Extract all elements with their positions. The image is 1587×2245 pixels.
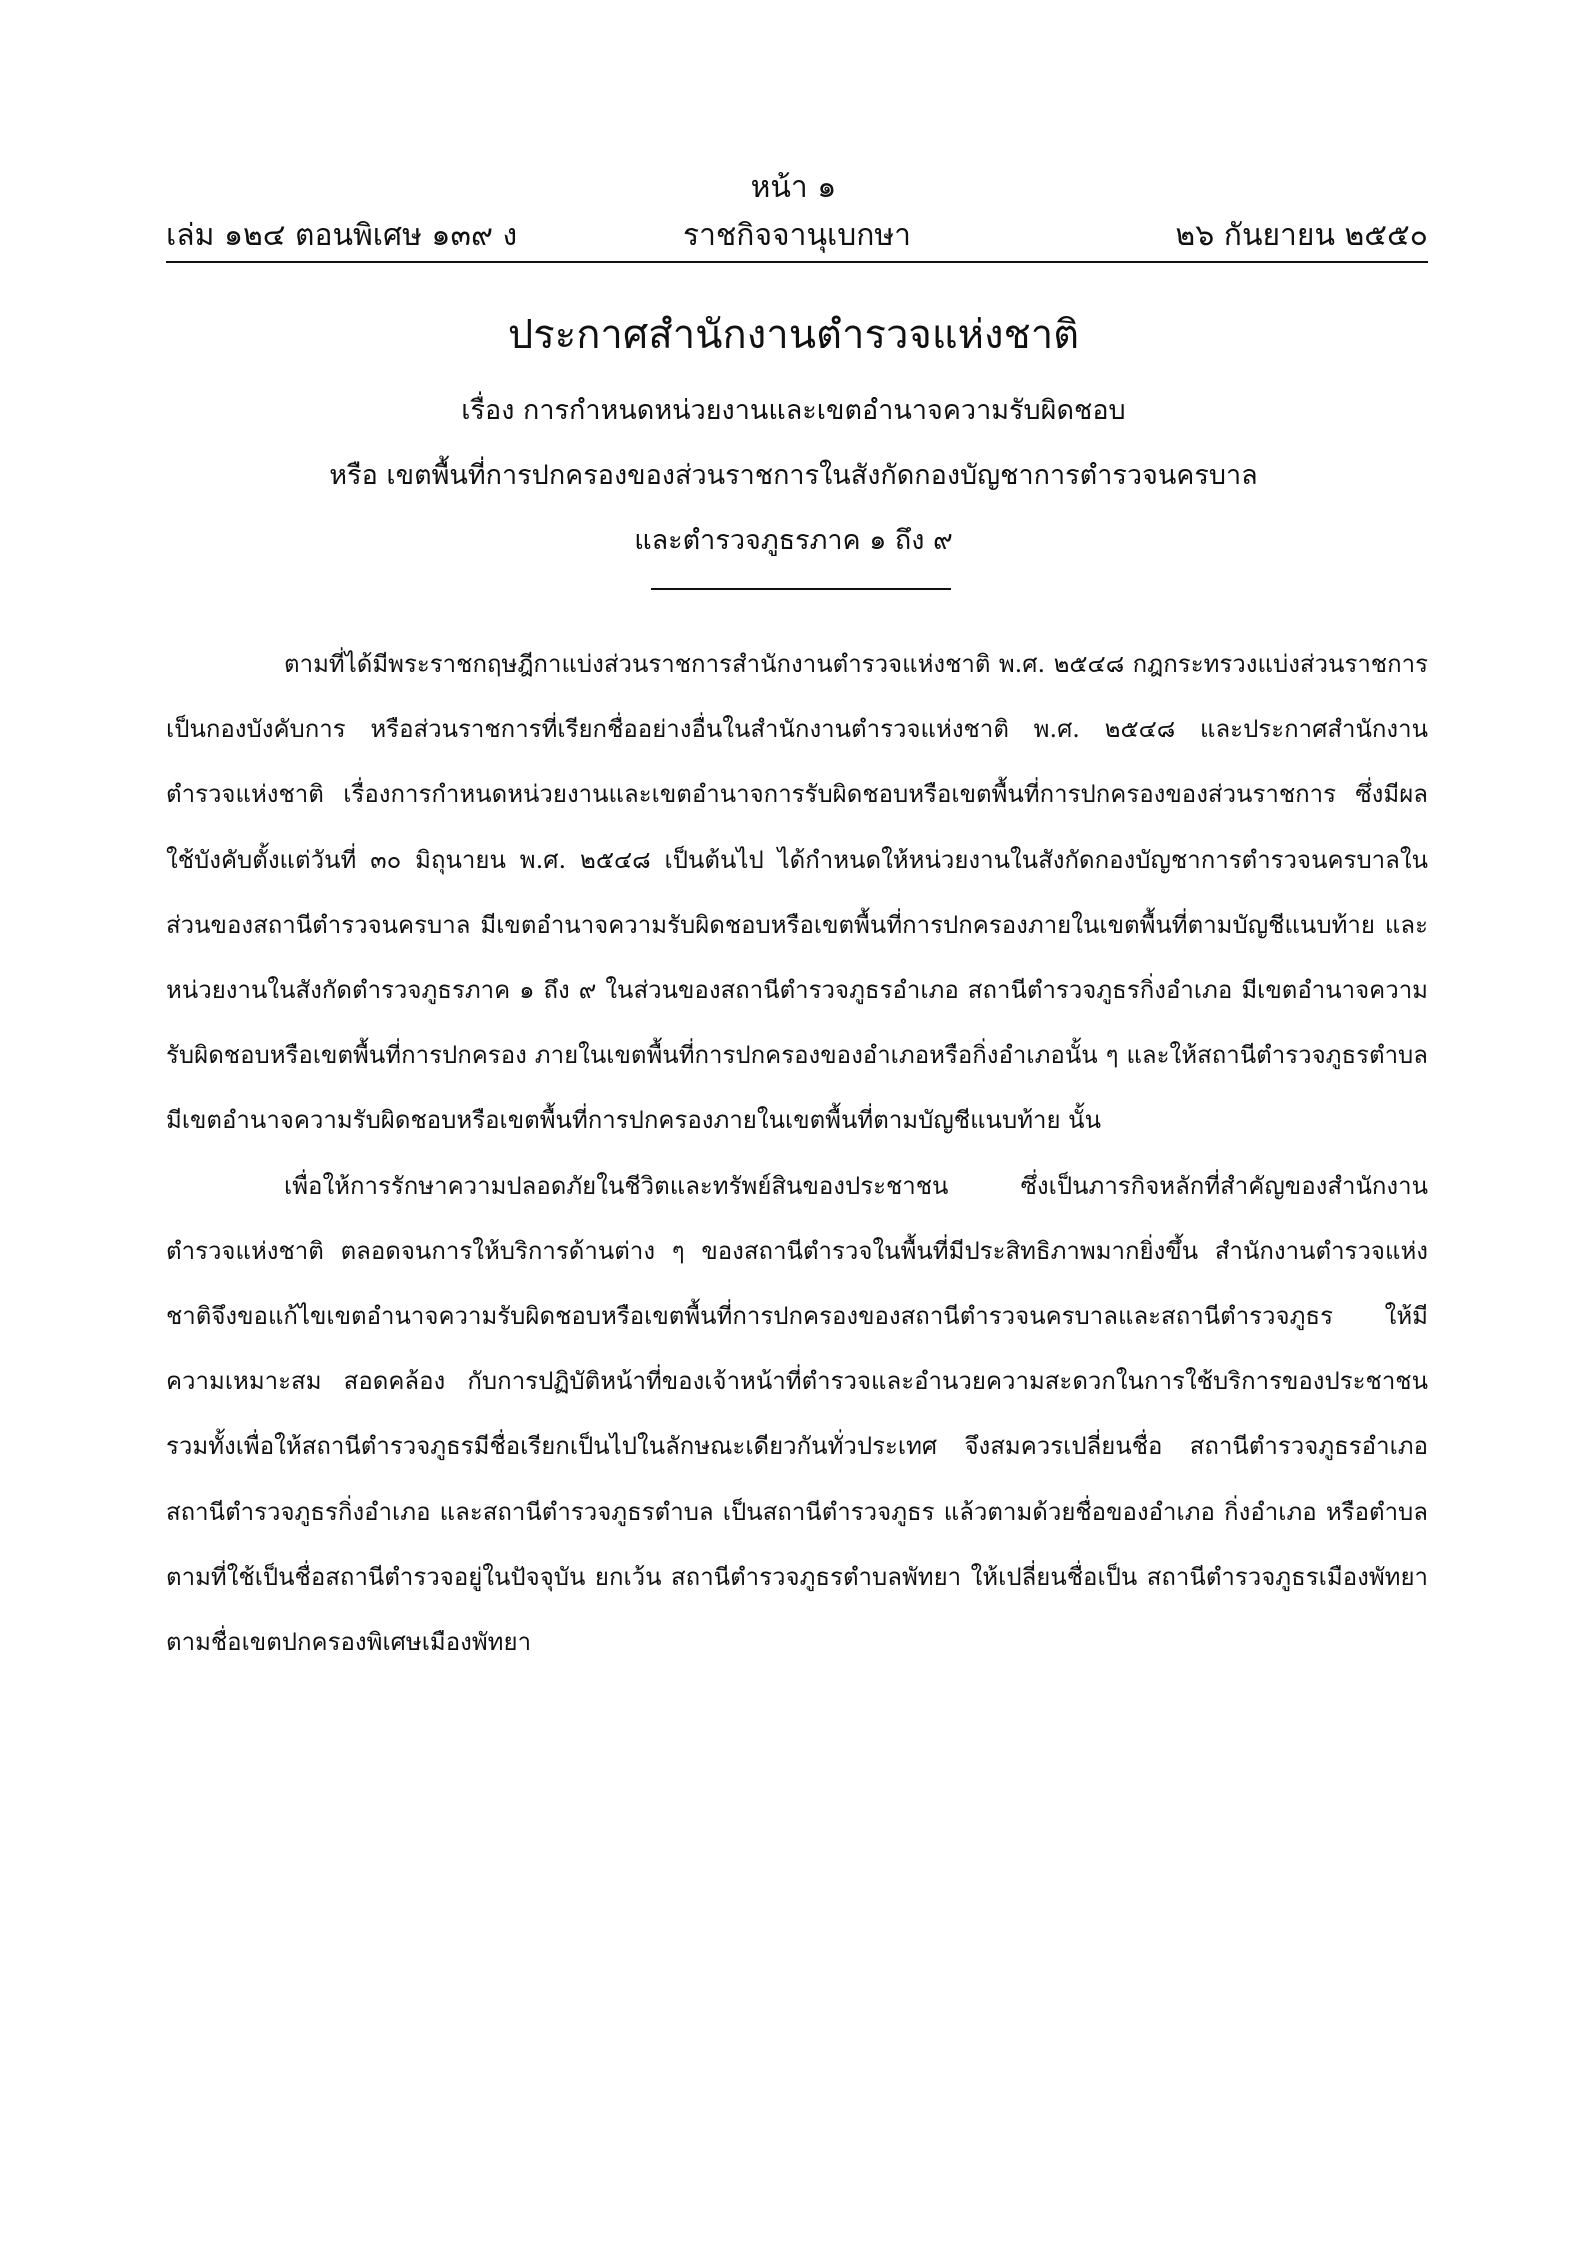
- subject-block: [0, 378, 1587, 573]
- body-paragraph: ตามที่ได้มีพระราชกฤษฎีกาแบ่งส่วนราชการสำนักงานตำรวจแห่งชาติ พ.ศ. ๒๕๔๘ กฎกระทรวงแบ่งส่วนราชการเป็นกองบังคับการ หรือส่วนราชการที่เรียกชื่ออย่างอื่นในสำนักงานตำรวจแห่งชาติ พ.ศ. ๒๕๔๘ และประกาศสำนักงานตำรวจแห่งชาติ เรื่องการกำหนดหน่วยงานและเขตอำนาจการรับผิดชอบหรือเขตพื้นที่การปกครองของส่วนราชการ ซึ่งมีผลใช้บังคับตั้งแต่วันที่ ๓๐ มิถุนายน พ.ศ. ๒๕๔๘ เป็นต้นไป ได้กำหนดให้หน่วยงานในสังกัดกองบัญชาการตำรวจนครบาลในส่วนของสถานีตำรวจนครบาล มีเขตอำนาจความรับผิดชอบหรือเขตพื้นที่การปกครองภายในเขตพื้นที่ตามบัญชีแนบท้าย และหน่วยงานในสังกัดตำรวจภูธรภาค ๑ ถึง ๙ ในส่วนของสถานีตำรวจภูธรอำเภอ สถานีตำรวจภูธรกิ่งอำเภอ มีเขตอำนาจความรับผิดชอบหรือเขตพื้นที่การปกครอง ภายในเขตพื้นที่การปกครองของอำเภอหรือกิ่งอำเภอนั้น ๆ และให้สถานีตำรวจภูธรตำบล มีเขตอำนาจความรับผิดชอบหรือเขตพื้นที่การปกครองภายในเขตพื้นที่ตามบัญชีแนบท้าย นั้น: [166, 650, 1428, 1135]
- body-paragraph: เพื่อให้การรักษาความปลอดภัยในชีวิตและทรัพย์สินของประชาชน ซึ่งเป็นภารกิจหลักที่สำคัญของสำนักงานตำรวจแห่งชาติ ตลอดจนการให้บริการด้านต่าง ๆ ของสถานีตำรวจในพื้นที่มีประสิทธิภาพมากยิ่งขึ้น สำนักงานตำรวจแห่งชาติจึงขอแก้ไขเขตอำนาจความรับผิดชอบหรือเขตพื้นที่การปกครองของสถานีตำรวจนครบาลและสถานีตำรวจภูธร ให้มีความเหมาะสม สอดคล้อง กับการปฏิบัติหน้าที่ของเจ้าหน้าที่ตำรวจและอำนวยความสะดวกในการใช้บริการของประชาชน รวมทั้งเพื่อให้สถานีตำรวจภูธรมีชื่อเรียกเป็นไปในลักษณะเดียวกันทั่วประเทศ จึงสมควรเปลี่ยนชื่อ สถานีตำรวจภูธรอำเภอ สถานีตำรวจภูธรกิ่งอำเภอ และสถานีตำรวจภูธรตำบล เป็นสถานีตำรวจภูธร แล้วตามด้วยชื่อของอำเภอ กิ่งอำเภอ หรือตำบล ตามที่ใช้เป็นชื่อสถานีตำรวจอยู่ในปัจจุบัน ยกเว้น สถานีตำรวจภูธรตำบลพัทยา ให้เปลี่ยนชื่อเป็น สถานีตำรวจภูธรเมืองพัทยา ตามชื่อเขตปกครองพิเศษเมืองพัทยา: [166, 1171, 1428, 1657]
- subject-line: หรือ เขตพื้นที่การปกครองของส่วนราชการในสังกัดกองบัญชาการตำรวจนครบาล: [329, 460, 1258, 491]
- page-number: หน้า ๑: [750, 170, 837, 205]
- subject-line: เรื่อง การกำหนดหน่วยงานและเขตอำนาจความรับผิดชอบ: [461, 395, 1126, 426]
- subject-line: และตำรวจภูธรภาค ๑ ถึง ๙: [634, 525, 953, 556]
- title-divider: [651, 588, 951, 590]
- publication-date: ๒๖ กันยายน ๒๕๕๐: [1175, 218, 1428, 253]
- document-title: ประกาศสำนักงานตำรวจแห่งชาติ: [507, 312, 1080, 358]
- volume-issue: เล่ม ๑๒๔ ตอนพิเศษ ๑๓๙ ง: [166, 218, 518, 253]
- header-divider: [166, 261, 1428, 263]
- document-body: [166, 632, 1428, 1675]
- gazette-name: ราชกิจจานุเบกษา: [682, 218, 912, 253]
- gazette-header: [166, 212, 1428, 252]
